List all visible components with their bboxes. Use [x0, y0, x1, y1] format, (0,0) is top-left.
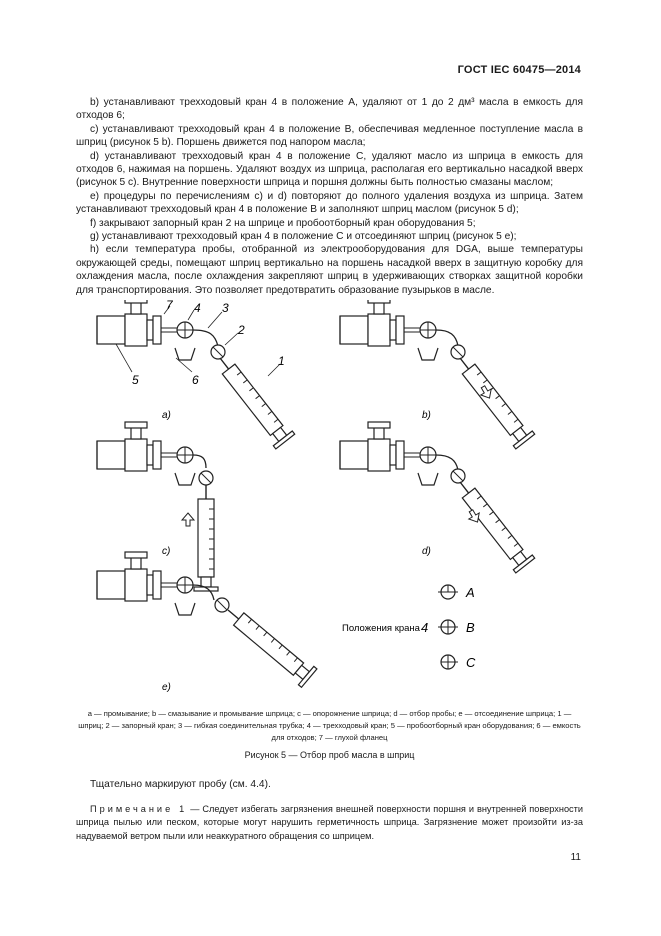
note-1 — [76, 803, 583, 843]
callout-5: 5 — [132, 373, 139, 387]
callout-3: 3 — [222, 301, 229, 315]
panel-label-e: e) — [162, 682, 171, 693]
procedure-steps — [76, 96, 583, 297]
figure-5-diagram — [70, 300, 590, 705]
note-text: — Следует избегать загрязнения внешней поверхности поршня и внутренней поверхности шприца пылью или песком, которые могут нарушить герметичность шприца. Загрязнение может произойти из-за надуваемой ветром пыли или неаккуратного обращения со шприцем. — [76, 804, 583, 841]
step-c: c) устанавливают трехходовый кран 4 в положение В, обеспечивая медленное поступление масла в шприц (рисунок 5 b). Поршень движется под напором масла; — [76, 123, 583, 149]
callout-7: 7 — [166, 300, 173, 312]
callout-4: 4 — [194, 301, 201, 315]
step-b: b) устанавливают трехходовый кран 4 в положение А, удаляют от 1 до 2 дм³ масла в емкость для отходов 6; — [76, 97, 583, 122]
callout-1: 1 — [278, 354, 285, 368]
page-number: 11 — [570, 852, 581, 863]
position-label-c: C — [466, 655, 476, 670]
callout-6: 6 — [192, 373, 199, 387]
step-g: g) устанавливают трехходовый кран 4 в положение С и отсоединяют шприц (рисунок 5 e); — [90, 231, 517, 243]
callout-2: 2 — [238, 323, 245, 337]
step-d: d) устанавливают трехходовый кран 4 в положение С, удаляют масло из шприца в емкость для отходов 6, нажимая на поршень. Удаляют воздух из шприца, располагая его вертикально насадкой вверх (рисунок 5 c). Внутренние поверхности шприца и поршня должны быть полностью смазаны маслом; — [76, 150, 583, 189]
position-label-a: A — [466, 585, 475, 600]
figure-title: Рисунок 5 — Отбор проб масла в шприц — [244, 750, 415, 760]
valve-positions — [342, 585, 476, 670]
figure-legend: a — промывание; b — смазывание и промывание шприца; c — опорожнение шприца; d — отбор пробы; e — отсоединение шприца; 1 — шприц; 2 — запорный кран; 3 — гибкая соединительная трубка; 4 — трехходовый кран; 5 — пробоотборный кран оборудования; 6 — емкость для отходов; 7 — глухой фланец — [78, 709, 581, 742]
position-label-b: B — [466, 620, 475, 635]
note-label: Примечание 1 — [90, 804, 188, 814]
valve-caption: Положения крана — [342, 623, 420, 634]
standard-header: ГОСТ IEC 60475—2014 — [457, 64, 581, 76]
step-h: h) если температура пробы, отобранной из электрооборудования для DGA, выше температуры окружающей среды, помещают шприц вертикально на поршень насадкой вверх в защитную коробку для охлаждения масла, после охлаждения закрепляют шприц в удерживающих створках защитной коробки для транспортирования. Это позволяет предотвратить образование пузырьков в масле. — [76, 244, 583, 296]
step-e: e) процедуры по перечислениям c) и d) повторяют до полного удаления воздуха из шприца. Затем устанавливают трехходовый кран 4 в положение В и заполняют шприц маслом (рисунок 5 d); — [76, 190, 583, 216]
panel-label-c: c) — [162, 546, 171, 557]
valve-position-a — [438, 585, 475, 600]
marking-instruction: Тщательно маркируют пробу (см. 4.4). — [90, 779, 271, 790]
panel-label-b: b) — [422, 410, 431, 421]
panel-label-d: d) — [422, 546, 431, 557]
step-f: f) закрывают запорный кран 2 на шприце и пробоотборный кран оборудования 5; — [90, 217, 476, 229]
valve-number: 4 — [421, 620, 429, 635]
panel-c — [97, 422, 218, 591]
valve-position-c — [441, 655, 476, 670]
panel-label-a: a) — [162, 410, 171, 421]
panel-d — [340, 422, 535, 573]
valve-position-b — [438, 620, 475, 635]
